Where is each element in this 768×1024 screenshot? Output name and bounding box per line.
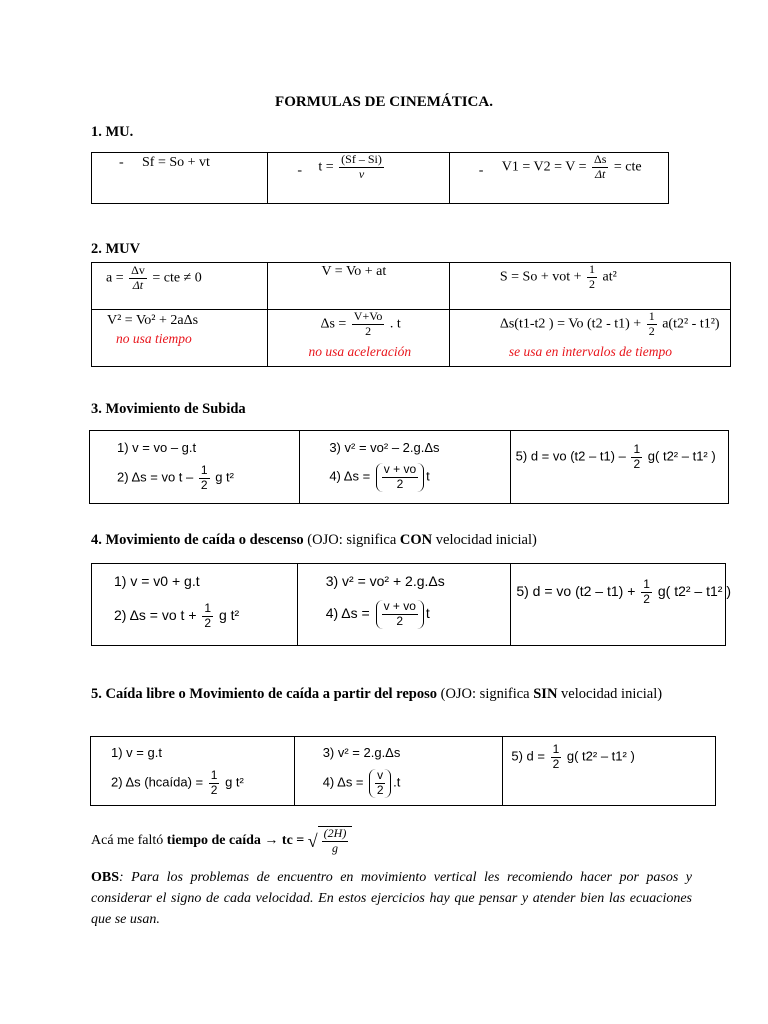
mu-cell-3 <box>449 153 668 204</box>
upward-col-1: 1) v = vo – g.t 2) Δs = vo t – $\frac{1}{2}$ g t² <box>90 431 300 504</box>
section-3-heading: 3. Movimiento de Subida <box>91 401 246 417</box>
upward-col-3: 5) d = vo (t2 – t1) – $\frac{1}{2}$ g( t2² – t1² ) <box>510 431 728 504</box>
free-fall-col-2: 3) v² = 2.g.Δs 4) Δs = $\frac{v}{2}$ .t <box>294 737 503 806</box>
free-fall-formula-3: 3) v² = 2.g.Δs <box>322 745 401 760</box>
muv-table <box>91 262 731 367</box>
avg-velocity-fraction: $\frac{V+Vo}{2}$ <box>353 309 383 338</box>
position-formula: Sf = So + vt <box>142 155 210 170</box>
descent-col-1: 1) v = v0 + g.t 2) Δs = vo t + $\frac{1}{2}$ g t² <box>92 564 298 646</box>
free-fall-formula-1: 1) v = g.t <box>111 745 162 760</box>
section-2-heading: 2. MUV <box>91 241 141 257</box>
descent-col-3: 5) d = vo (t2 – t1) + $\frac{1}{2}$ g( t2² – t1² ) <box>511 564 726 646</box>
bullet-dash: - <box>478 163 484 178</box>
descent-formula-3: 3) v² = vo² + 2.g.Δs <box>325 573 445 589</box>
velocity-lhs: V1 = V2 = V = <box>501 159 587 175</box>
velocity-fraction: $\frac{\Delta s}{\Delta t}$ <box>594 152 607 181</box>
velocity-rhs: = cte <box>613 159 642 175</box>
upward-col-2: 3) v² = vo² – 2.g.Δs 4) Δs = $\frac{v + vo}{2}$ t <box>300 431 510 504</box>
obs-label: OBS <box>91 870 120 885</box>
section-1-heading: 1. MU. <box>91 124 134 140</box>
free-fall-table <box>90 736 716 806</box>
upward-formula-1: 1) v = vo – g.t <box>117 440 197 455</box>
muv-cell-r1c1: a = $\frac{\Delta v}{\Delta t}$ = cte ≠ 0 <box>92 263 268 310</box>
free-fall-col-3: 5) d = $\frac{1}{2}$ g( t2² – t1² ) <box>503 737 716 806</box>
mu-cell-2 <box>268 153 449 204</box>
upward-formula-3: 3) v² = vo² – 2.g.Δs <box>329 440 440 455</box>
fall-time-line: Acá me faltó tiempo de caída → tc = √ $\frac{(2H)}{g}$ <box>91 826 352 856</box>
bullet-dash: - <box>297 163 303 178</box>
mu-table <box>91 152 669 204</box>
muv-cell-r2c3: Δs(t1-t2 ) = Vo (t2 - t1) + $\frac{1}{2}$ a(t2² - t1²) se usa en intervalos de tiempo <box>449 310 730 367</box>
note-no-time: no usa tiempo <box>116 331 192 346</box>
muv-cell-r1c2 <box>268 263 449 310</box>
square-root: √ $\frac{(2H)}{g}$ <box>308 826 353 856</box>
free-fall-col-1: 1) v = g.t 2) Δs (hcaída) = $\frac{1}{2}$ g t² <box>91 737 295 806</box>
note-no-acceleration: no usa aceleración <box>308 344 412 359</box>
descent-motion-table <box>91 563 731 646</box>
descent-formula-1: 1) v = v0 + g.t <box>114 573 200 589</box>
muv-cell-r2c1 <box>92 310 268 367</box>
descent-col-2: 3) v² = vo² + 2.g.Δs 4) Δs = $\frac{v + vo}{2}$ t <box>297 564 511 646</box>
note-time-intervals: se usa en intervalos de tiempo <box>508 344 672 359</box>
muv-cell-r2c2: Δs = $\frac{V+Vo}{2}$ . t no usa aceleración <box>268 310 449 367</box>
section-4-heading: 4. Movimiento de caída o descenso (OJO: significa CON velocidad inicial) <box>91 532 537 548</box>
obs-text: : Para los problemas de encuentro en movimiento vertical les recomiendo hacer por pasos y considerar el signo de cada velocidad. En estos ejercicios hay que pensar y atender bien las ecuaciones que se usan. <box>91 870 692 927</box>
page-title: FORMULAS DE CINEMÁTICA. <box>275 94 493 110</box>
upward-motion-table <box>89 430 729 504</box>
torricelli-formula: V² = Vo² + 2aΔs <box>107 313 199 328</box>
half-fraction: $\frac{1}{2}$ <box>648 309 655 338</box>
muv-cell-r1c3: S = So + vot + $\frac{1}{2}$ at² <box>449 263 730 310</box>
accel-fraction: $\frac{\Delta v}{\Delta t}$ <box>131 263 145 292</box>
time-lhs: t = <box>318 159 334 175</box>
velocity-formula: V = Vo + at <box>321 264 387 279</box>
section-5-heading: 5. Caída libre o Movimiento de caída a partir del reposo (OJO: significa SIN velocidad inicial) <box>91 686 663 702</box>
time-fraction: $\frac{(Sf - Si)}{v}$ <box>341 152 382 181</box>
bullet-dash: - <box>119 155 124 170</box>
mu-cell-1 <box>92 153 268 204</box>
observation-paragraph <box>91 867 692 930</box>
half-fraction: $\frac{1}{2}$ <box>589 262 596 291</box>
